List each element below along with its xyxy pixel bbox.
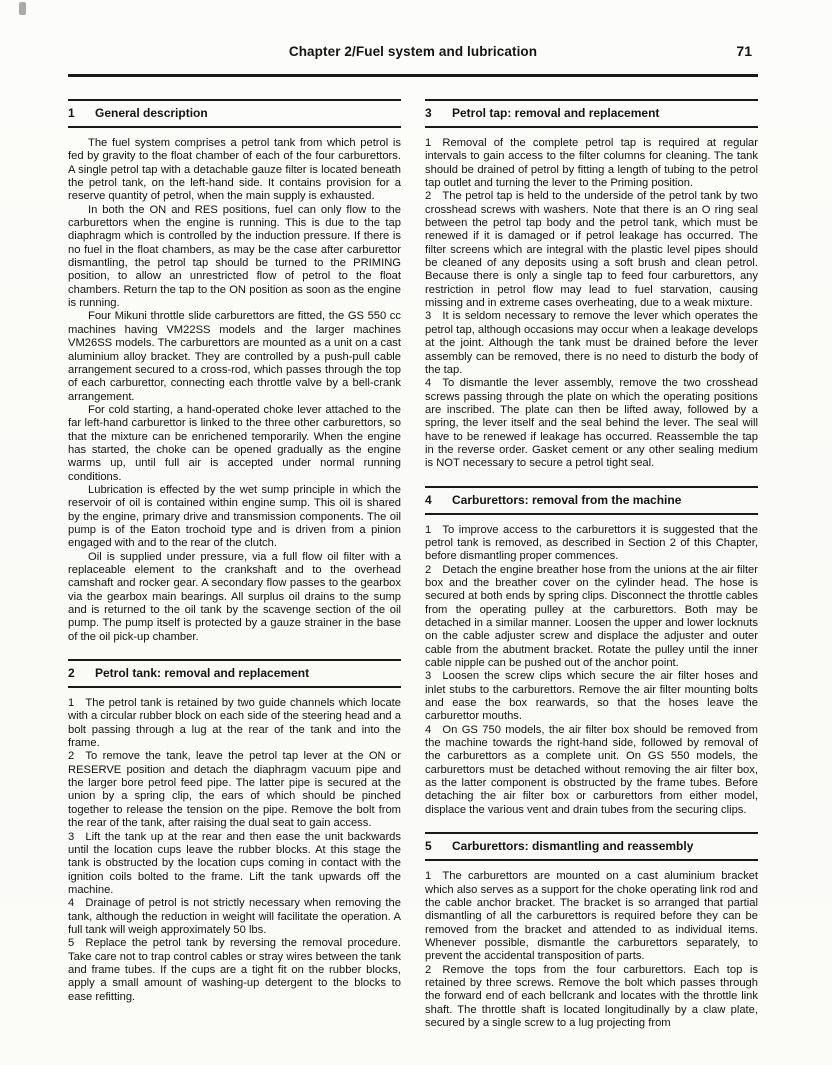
numbered-paragraph: 4 On GS 750 models, the air filter box should be removed from the machine towards the right-hand side, followed by removal of the carburettors as a complete unit. On GS 550 models, the carburettors must be detached without removing the air filter box, as the latter component is obstructed by the frame tubes. Before detaching the air filter box or carburettors from either model, displace the various vent and drain tubes from the securing clips. [425,723,758,816]
section-heading [68,99,401,128]
numbered-paragraph: 1 To improve access to the carburettors it is suggested that the petrol tank is removed, as described in Section 2 of this Chapter, before dismantling proper commences. [425,523,758,563]
paragraph: For cold starting, a hand-operated choke lever attached to the far left-hand carburettor is linked to the three other carburettors, so that the mixture can be enrichened temporarily. When the engine has started, the choke can be opened gradually as the engine warms up, until full air is accepted under normal running conditions. [68,403,401,483]
section-number: 5 [425,839,432,854]
numbered-paragraph: 3 It is seldom necessary to remove the lever which operates the petrol tap, although occasions may occur when a leakage develops at the joint. Although the tank must be drained before the lever assembly can be removed, there is no need to disturb the body of the tap. [425,310,758,376]
numbered-paragraph: 4 To dismantle the lever assembly, remove the two crosshead screws passing through the plate on which the operating positions are inscribed. The plate can then be lifted away, followed by a spring, the lever itself and the seal behind the lever. The seal will have to be renewed if leakage has occurred. Reassemble the tap in the reverse order. Gasket cement or any other sealing medium is NOT necessary to secure a petrol tight seal. [425,377,758,470]
paragraph: Lubrication is effected by the wet sump principle in which the reservoir of oil is contained within engine sump. This oil is shared by the engine, primary drive and transmission components. The oil pump is of the Eaton trochoid type and is driven from a pinion engaged with and to the rear of the clutch. [68,483,401,550]
section-heading [425,832,758,861]
numbered-paragraph: 1 Removal of the complete petrol tap is required at regular intervals to gain access to the filter columns for cleaning. The tank should be drained of petrol by fitting a length of tubing to the petrol tap outlet and turning the lever to the Priming position. [425,137,758,190]
page-number: 71 [736,43,752,59]
section-title: General description [95,106,208,120]
section-body [68,697,401,1004]
numbered-paragraph: 3 Loosen the screw clips which secure the air filter hoses and inlet stubs to the carburettors. Remove the air filter mounting bolts and ease the box rearwards, so that the hoses leave the carburettor mouths. [425,670,758,723]
numbered-paragraph: 1 The petrol tank is retained by two guide channels which locate with a circular rubber block on each side of the steering head and a bolt passing through a lug at the rear of the tank and into the frame. [68,697,401,750]
section-carburettors-dismantling [425,832,758,1030]
section-heading [68,659,401,688]
numbered-paragraph: 3 Lift the tank up at the rear and then ease the unit backwards until the location cups leave the rubber blocks. At this stage the tank is obstructed by the location cups coming in contact with the ignition coils bolted to the frame. Lift the tank upwards off the machine. [68,830,401,896]
numbered-paragraph: 2 To remove the tank, leave the petrol tap lever at the ON or RESERVE position and detach the diaphragm vacuum pipe and the larger bore petrol feed pipe. The latter pipe is secured at the union by a spring clip, the ears of which should be pinched together to release the tension on the pipe. Remove the bolt from the rear of the tank, after raising the dual seat to gain access. [68,750,401,830]
right-column [425,99,758,1045]
page-header [68,44,758,66]
section-number: 2 [68,666,75,681]
section-body [68,137,401,644]
section-heading [425,486,758,515]
numbered-paragraph: 1 The carburettors are mounted on a cast aluminium bracket which also serves as a support for the choke operating link rod and the cable anchor bracket. The bracket is so arranged that partial dismantling of all the carburettors is required before they can be removed from the bracket and attended to as individual items. Whenever possible, dismantle the carburettors separately, to prevent the accidental transposition of parts. [425,870,758,963]
paragraph: The fuel system comprises a petrol tank from which petrol is fed by gravity to the float chamber of each of the four carburettors. A single petrol tap with a detachable gauze filter is located beneath the petrol tank, on the left-hand side. It contains provision for a reserve quantity of petrol, when the main supply is exhausted. [68,137,401,203]
section-petrol-tank-removal [68,659,401,1004]
section-number: 4 [425,492,432,507]
section-number: 3 [425,106,432,120]
section-general-description [68,99,401,644]
header-rule [68,74,758,77]
section-title: Petrol tank: removal and replacement [95,666,310,681]
numbered-paragraph: 2 Detach the engine breather hose from the unions at the air filter box and the breather cover on the cylinder head. The hose is secured at both ends by spring clips. Disconnect the throttle cables from the operating pulley at the carburettors. Both may be detached in a similar manner. Loosen the upper and lower locknuts on the cable adjuster screw and displace the adjuster and outer cable from the abutment bracket. Rotate the pulley until the inner cable nipple can be pushed out of the anchor point. [425,563,758,670]
chapter-title: Chapter 2/Fuel system and lubrication [288,44,538,59]
two-column-layout [68,99,758,1045]
paragraph: Four Mikuni throttle slide carburettors are fitted, the GS 550 cc machines having VM22SS models and the larger machines VM26SS models. The carburettors are mounted as a unit on a cast aluminium alloy bracket. They are controlled by a push-pull cable arrangement secured to a cross-rod, which passes through the top of each carburettor, connecting each throttle valve by a bell-crank arrangement. [68,310,401,403]
section-heading [425,99,758,128]
paragraph: In both the ON and RES positions, fuel can only flow to the carburettors when the engine is running. This is due to the tap diaphragm which is controlled by the induction pressure. If there is no fuel in the float chambers, as may be the case after carburettor dismantling, the petrol tap should be turned to the PRIMING position, to allow an unrestricted flow of petrol to the float chambers. Return the tap to the ON position as soon as the engine is running. [68,203,401,310]
page-content [68,44,758,1045]
section-body [425,870,758,1030]
section-body [425,524,758,818]
paragraph: Oil is supplied under pressure, via a full flow oil filter with a replaceable element to the crankshaft and to the overhead camshaft and rocker gear. A secondary flow passes to the gearbox via the gearbox main bearings. All surplus oil drains to the sump and is returned to the oil tank by the scavenge section of the oil pump. The pump itself is protected by a gauze strainer in the base of the oil pick-up chamber. [68,550,401,643]
section-carburettors-removal [425,486,758,818]
numbered-paragraph: 5 Replace the petrol tank by reversing the removal procedure. Take care not to trap control cables or stray wires between the tank and frame tubes. If the cups are a tight fit on the rubber blocks, apply a small amount of washing-up detergent to the blocks to ease refitting. [68,937,401,1003]
section-body [425,137,758,471]
section-title: Carburettors: removal from the machine [452,492,682,507]
numbered-paragraph: 2 The petrol tap is held to the underside of the petrol tank by two crosshead screws with washers. Note that there is an O ring seal between the petrol tap body and the petrol tank, which must be renewed if it is damaged or if petrol leakage has occurred. The filter screens which are integral with the plastic level pipes should be cleaned of any deposits using a soft brush and clean petrol. Because there is only a single tap to feed four carburettors, any restriction in petrol flow may lead to fuel starvation, causing missing and in extreme cases overheating, due to a weak mixture. [425,190,758,310]
left-column [68,99,401,1045]
numbered-paragraph: 4 Drainage of petrol is not strictly necessary when removing the tank, although the reduction in weight will facilitate the operation. A full tank will weigh approximately 50 lbs. [68,897,401,936]
section-number: 1 [68,106,75,120]
scan-artifact-mark [19,2,26,15]
section-title: Petrol tap: removal and replacement [452,106,660,120]
section-title: Carburettors: dismantling and reassembly [452,839,694,854]
numbered-paragraph: 2 Remove the tops from the four carburettors. Each top is retained by three screws. Remove the bolt which passes through the forward end of each bellcrank and locates with the throttle link shaft. The throttle shaft is located longitudinally by a claw plate, secured by a single screw to a lug projecting from [425,963,758,1029]
section-petrol-tap-removal [425,99,758,471]
